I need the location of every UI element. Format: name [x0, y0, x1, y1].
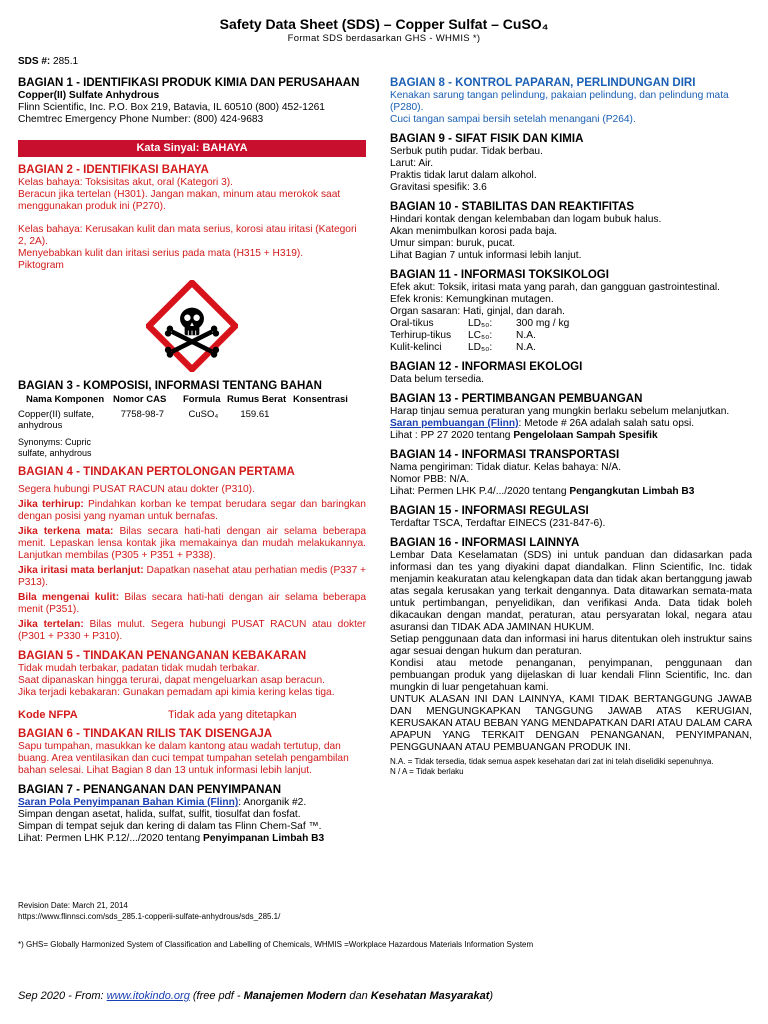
disposal-p3: Lihat : PP 27 2020 tentang Pengelolaan Sampah Spesifik [390, 430, 658, 441]
skull-crossbones-icon [146, 280, 238, 372]
disposal-link[interactable]: Saran pembuangan (Flinn) [390, 418, 519, 429]
signal-word-banner: Kata Sinyal: BAHAYA [18, 140, 366, 157]
first-aid-general: Segera hubungi PUSAT RACUN atau dokter (P310). [18, 484, 255, 495]
hazard-statement-1: Beracun jika tertelan (H301). Jangan makan, minum atau merokok saat menggunakan produk ini (P270). [18, 189, 341, 212]
first-aid-eye: Jika terkena mata: Bilas secara hati-hati dengan air selama beberapa menit. Lepaskan lensa kontak jika memakainya dan mudah melakukannya. Lanjutkan membilas (P305 + P351 + P338). [18, 526, 366, 561]
other-info-disclaimer: UNTUK ALASAN INI DAN LAINNYA, KAMI TIDAK BERTANGGUNG JAWAB DAN MENGUNGKAPKAN TANGGUNG JAWAB ATAS KERUGIAN, KERUSAKAN ATAU BEBAN YANG MENDAPATKAN DARI ATAU DALAM CARA APAPUN YANG TERKAIT DENGAN PENANGANAN, PENYIMPANAN, PENGGUNAAN ATAU PEMBUANGAN PRODUK INI. [390, 694, 752, 753]
transport-p3: Lihat: Permen LHK P.4/.../2020 tentang Pengangkutan Limbah B3 [390, 486, 695, 497]
pictogram-label: Piktogram [18, 260, 64, 271]
property-line: Larut: Air. [390, 158, 434, 169]
fire-p2: Saat dipanaskan hingga terurai, dapat mengeluarkan asap beracun. [18, 675, 325, 686]
revision-info [18, 900, 280, 922]
fire-p3: Jika terjadi kebakaran: Gunakan pemadam api kimia kering kelas tiga. [18, 687, 335, 698]
section-1-heading: BAGIAN 1 - IDENTIFIKASI PRODUK KIMIA DAN PERUSAHAAN [18, 77, 360, 89]
note-na: N.A. = Tidak tersedia, tidak semua aspek kesehatan dari zat ini telah diselidiki sepenuhnya. [390, 757, 714, 766]
first-aid-ingestion: Jika tertelan: Bilas mulut. Segera hubungi PUSAT RACUN atau dokter (P301 + P330 + P310). [18, 619, 366, 642]
section-5-heading: BAGIAN 5 - TINDAKAN PENANGANAN KEBAKARAN [18, 650, 307, 662]
section-11-heading: BAGIAN 11 - INFORMASI TOKSIKOLOGI [390, 269, 609, 281]
composition-table-row: Copper(II) sulfate, anhydrous 7758-98-7 CuSO₄ 159.61 [18, 409, 270, 431]
section-8-heading: BAGIAN 8 - KONTROL PAPARAN, PERLINDUNGAN DIRI [390, 77, 696, 89]
property-line: Serbuk putih pudar. Tidak berbau. [390, 146, 543, 157]
footer: Sep 2020 - From: www.itokindo.org (free pdf - Manajemen Modern dan Kesehatan Masyarakat) [18, 990, 494, 1002]
tox-row: Kulit-kelinci LD₅₀: N.A. [390, 342, 536, 353]
ecology-text: Data belum tersedia. [390, 374, 485, 385]
left-column [18, 75, 366, 845]
footer-link[interactable]: www.itokindo.org [106, 990, 190, 1002]
disposal-p1: Harap tinjau semua peraturan yang mungkin berlaku sebelum melanjutkan. [390, 406, 730, 417]
tox-chronic: Efek kronis: Kemungkinan mutagen. [390, 294, 554, 305]
hazard-class-2: Kelas bahaya: Kerusakan kulit dan mata serius, korosi atau iritasi (Kategori 2, 2A). [18, 224, 357, 247]
hazard-statement-2: Menyebabkan kulit dan iritasi serius pada mata (H315 + H319). [18, 248, 304, 259]
tox-acute: Efek akut: Toksik, iritasi mata yang parah, dan gangguan gastrointestinal. [390, 282, 720, 293]
section-14-heading: BAGIAN 14 - INFORMASI TRANSPORTASI [390, 449, 620, 461]
section-9-heading: BAGIAN 9 - SIFAT FISIK DAN KIMIA [390, 133, 584, 145]
exposure-p1: Kenakan sarung tangan pelindung, pakaian pelindung, dan pelindung mata (P280). [390, 90, 729, 113]
stability-line: Umur simpan: buruk, pucat. [390, 238, 516, 249]
section-3-heading: BAGIAN 3 - KOMPOSISI, INFORMASI TENTANG BAHAN [18, 380, 322, 392]
section-16-heading: BAGIAN 16 - INFORMASI LAINNYA [390, 537, 580, 549]
hazard-class-1: Kelas bahaya: Toksisitas akut, oral (Kategori 3). [18, 177, 233, 188]
first-aid-eye-irritation: Jika iritasi mata berlanjut: Dapatkan nasehat atau perhatian medis (P337 + P313). [18, 565, 367, 588]
other-info-p1: Lembar Data Keselamatan (SDS) ini untuk panduan dan didasarkan pada informasi dan tes yang diyakini dapat diandalkan. Flinn Scientific, Inc. tidak menjamin keakuratan atau kelengkapan data dan tidak akan bertanggung jawab atas segala kerusakan yang terkait dengannya. Data ditawarkan semata-mata untuk pertimbangan, penyelidikan, dan verifikasi Anda. Data tidak boleh dikacaukan dengan mandat, peraturan, atau persyaratan lokal, negara atau asuransi dan TIDAK ADA JAMINAN HUKUM. [390, 550, 752, 633]
emergency-phone: Chemtrec Emergency Phone Number: (800) 424-9683 [18, 114, 264, 125]
storage-p3: Lihat: Permen LHK P.12/.../2020 tentang Penyimpanan Limbah B3 [18, 833, 325, 844]
transport-p2: Nomor PBB: N/A. [390, 474, 470, 485]
document-subtitle: Format SDS berdasarkan GHS - WHMIS *) [287, 33, 481, 44]
exposure-p2: Cuci tangan sampai bersih setelah menangani (P264). [390, 114, 636, 125]
storage-pattern: Saran Pola Penyimpanan Bahan Kimia (Flinn): Anorganik #2. [18, 797, 307, 808]
section-6-heading: BAGIAN 6 - TINDAKAN RILIS TAK DISENGAJA [18, 728, 273, 740]
sds-number: SDS #: 285.1 [18, 56, 79, 67]
property-line: Praktis tidak larut dalam alkohol. [390, 170, 537, 181]
tox-target: Organ sasaran: Hati, ginjal, dan darah. [390, 306, 565, 317]
section-2-heading: BAGIAN 2 - IDENTIFIKASI BAHAYA [18, 164, 209, 176]
note-n-a: N / A = Tidak berlaku [390, 767, 464, 776]
disposal-link-line: Saran pembuangan (Flinn): Metode # 26A adalah salah satu opsi. [390, 418, 695, 429]
first-aid-skin: Bila mengenai kulit: Bilas secara hati-hati dengan air selama beberapa menit (P351). [18, 592, 366, 615]
tox-row: Oral-tikus LD₅₀: 300 mg / kg [390, 318, 570, 329]
right-column [390, 75, 752, 777]
synonyms: Synonyms: Cupric sulfate, anhydrous [18, 437, 92, 458]
other-info-p2: Setiap penggunaan data dan informasi ini harus ditentukan oleh instruktur sains agar sesuai dengan hukum dan peraturan. [390, 634, 752, 657]
product-name: Copper(II) Sulfate Anhydrous [18, 90, 160, 101]
first-aid-inhalation: Jika terhirup: Pindahkan korban ke tempat berudara segar dan baringkan dengan posisi yang nyaman untuk bernafas. [18, 499, 366, 522]
other-info-p3: Kondisi atau metode penanganan, penyimpanan, penggunaan dan pembuangan produk yang dijelaskan di luar kendali Flinn Scientific, Inc. dan mungkin di luar pengetahuan kami. [390, 658, 752, 693]
composition-table-header: Nama Komponen Nomor CAS Formula Rumus Berat Konsentrasi [26, 394, 348, 405]
nfpa-code: Kode NFPA Tidak ada yang ditetapkan [18, 709, 297, 721]
fire-p1: Tidak mudah terbakar, padatan tidak mudah terbakar. [18, 663, 260, 674]
transport-p1: Nama pengiriman: Tidak diatur. Kelas bahaya: N/A. [390, 462, 622, 473]
storage-pattern-link[interactable]: Saran Pola Penyimpanan Bahan Kimia (Flinn) [18, 797, 239, 808]
storage-p1: Simpan dengan asetat, halida, sulfat, sulfit, tiosulfat dan fosfat. [18, 809, 301, 820]
stability-line: Hindari kontak dengan kelembaban dan logam bubuk halus. [390, 214, 662, 225]
company-info: Flinn Scientific, Inc. P.O. Box 219, Batavia, IL 60510 (800) 452-1261 [18, 102, 325, 113]
ghs-footnote: *) GHS= Globally Harmonized System of Classification and Labelling of Chemicals, WHMIS =Workplace Hazardous Materials Information System [18, 940, 534, 949]
regulatory-text: Terdaftar TSCA, Terdaftar EINECS (231-847-6). [390, 518, 606, 529]
section-4-heading: BAGIAN 4 - TINDAKAN PERTOLONGAN PERTAMA [18, 466, 295, 478]
section-10-heading: BAGIAN 10 - STABILITAS DAN REAKTIFITAS [390, 201, 635, 213]
section-13-heading: BAGIAN 13 - PERTIMBANGAN PEMBUANGAN [390, 393, 643, 405]
property-line: Gravitasi spesifik: 3.6 [390, 182, 487, 193]
tox-row: Terhirup-tikus LC₅₀: N.A. [390, 330, 536, 341]
document-title: Safety Data Sheet (SDS) – Copper Sulfat – CuSO₄ [219, 16, 549, 32]
section-15-heading: BAGIAN 15 - INFORMASI REGULASI [390, 505, 589, 517]
section-12-heading: BAGIAN 12 - INFORMASI EKOLOGI [390, 361, 583, 373]
revision-date: Revision Date: March 21, 2014 [18, 901, 128, 910]
stability-line: Lihat Bagian 7 untuk informasi lebih lanjut. [390, 250, 582, 261]
stability-line: Akan menimbulkan korosi pada baja. [390, 226, 558, 237]
release-measures: Sapu tumpahan, masukkan ke dalam kantong atau wadah tertutup, dan buang. Area ventilasikan dan cuci tempat tumpahan setelah pengambilan bahan selesai. Lihat Bagian 8 dan 13 untuk informasi lebih lanjut. [18, 741, 349, 776]
source-url[interactable]: https://www.flinnsci.com/sds_285.1-copperii-sulfate-anhydrous/sds_285.1/ [18, 912, 281, 921]
storage-p2: Simpan di tempat sejuk dan kering di dalam tas Flinn Chem-Saf ™. [18, 821, 322, 832]
section-7-heading: BAGIAN 7 - PENANGANAN DAN PENYIMPANAN [18, 784, 282, 796]
